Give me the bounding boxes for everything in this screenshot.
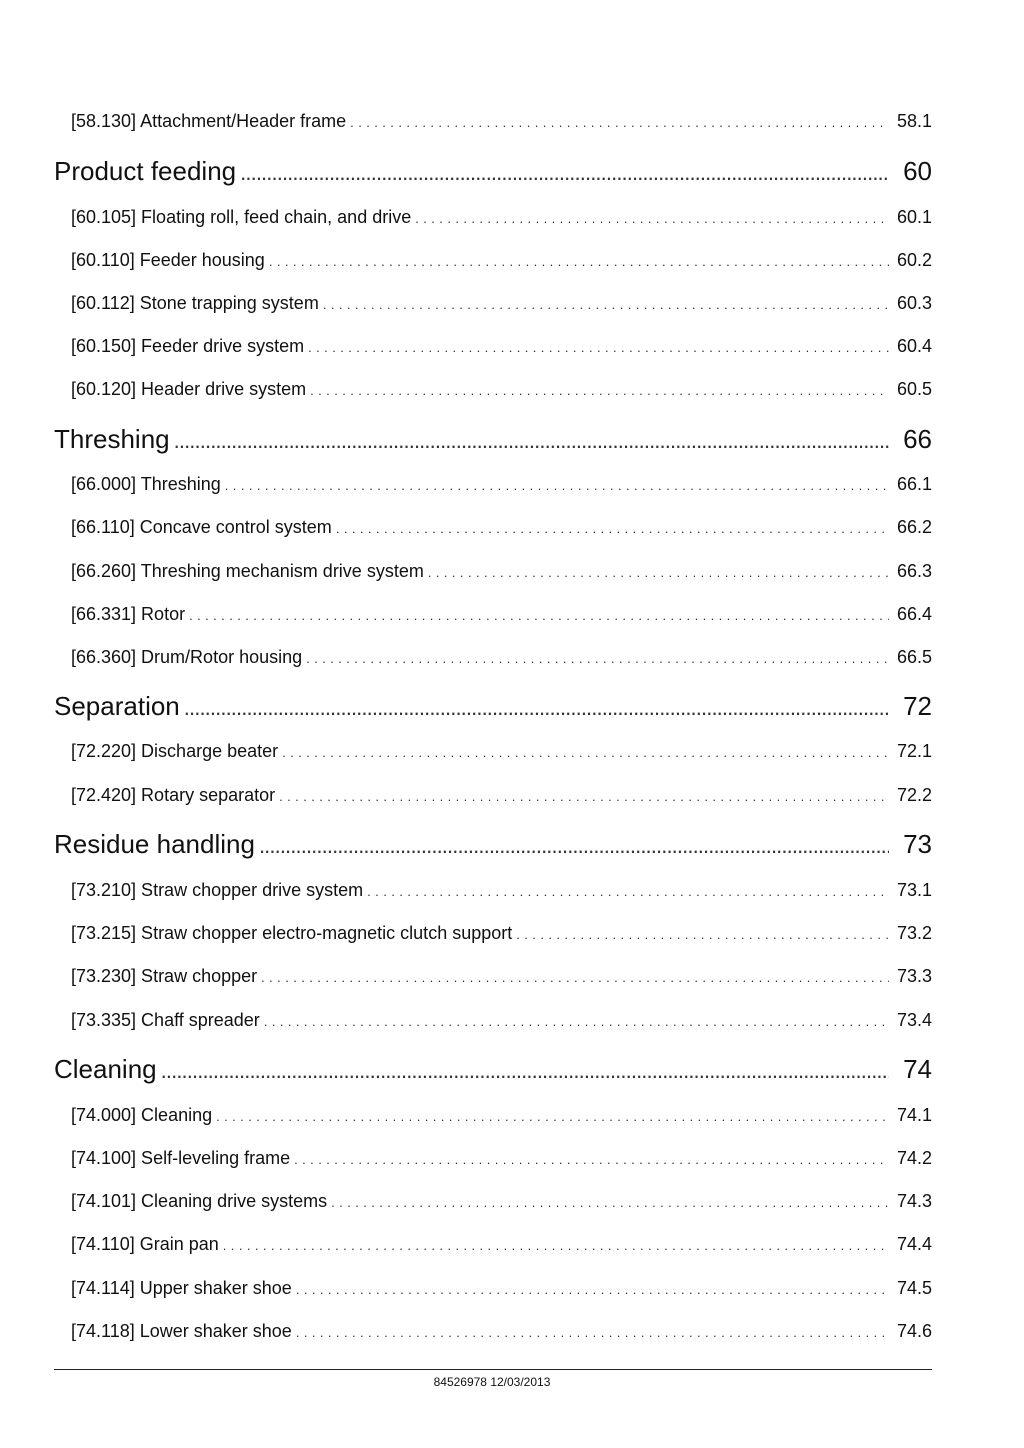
toc-entry-page: 74.3 (896, 1191, 932, 1211)
dot-leader (516, 927, 889, 942)
dot-leader (223, 1238, 889, 1253)
toc-entry[interactable] (54, 250, 932, 271)
dot-leader (367, 884, 889, 899)
toc-entry-label: [73.215] Straw chopper electro-magnetic clutch support (71, 923, 513, 943)
toc-entry[interactable] (54, 474, 932, 495)
toc-entry[interactable] (54, 111, 932, 132)
toc-entry-label: [73.230] Straw chopper (71, 966, 258, 986)
toc-entry-label: [74.114] Upper shaker shoe (71, 1278, 292, 1298)
toc-entry-label: [74.000] Cleaning (71, 1105, 213, 1125)
dot-leader (259, 833, 889, 859)
toc-entry-page: 73.1 (896, 880, 932, 900)
toc-entry[interactable] (54, 207, 932, 228)
dot-leader (174, 428, 889, 454)
dot-leader (184, 695, 889, 721)
toc-entry-page: 72.2 (896, 785, 932, 805)
toc-entry-page: 73.4 (896, 1010, 932, 1030)
dot-leader (296, 1282, 889, 1297)
toc-entry-label: [60.120] Header drive system (71, 379, 307, 399)
toc-entry-page: 60.2 (896, 250, 932, 270)
toc-entry-label: [74.110] Grain pan (71, 1234, 219, 1254)
dot-leader (269, 254, 889, 269)
toc-entry-page: 66.3 (896, 561, 932, 581)
toc-entry-page: 74.4 (896, 1234, 932, 1254)
toc-entry-label: [60.105] Floating roll, feed chain, and drive (71, 207, 412, 227)
toc-entry[interactable] (54, 604, 932, 625)
dot-leader (282, 745, 889, 760)
toc-entry-label: [73.210] Straw chopper drive system (71, 880, 364, 900)
toc-entry-page: 72.1 (896, 741, 932, 761)
toc-entry-page: 74.6 (896, 1321, 932, 1341)
toc-entry-label: [66.331] Rotor (71, 604, 186, 624)
toc-section-page: 72 (903, 691, 932, 721)
toc-entry-label: [72.220] Discharge beater (71, 741, 279, 761)
dot-leader (216, 1109, 889, 1124)
dot-leader (323, 297, 889, 312)
toc-entry-page: 60.1 (896, 207, 932, 227)
toc-entry-page: 60.4 (896, 336, 932, 356)
toc-entry-page: 74.5 (896, 1278, 932, 1298)
toc-entry-page: 66.4 (896, 604, 932, 624)
toc-entry-page: 66.5 (896, 647, 932, 667)
toc-entry-label: [60.112] Stone trapping system (71, 293, 319, 313)
toc-entry-page: 74.2 (896, 1148, 932, 1168)
toc-entry-page: 74.1 (896, 1105, 932, 1125)
toc-entry[interactable] (54, 379, 932, 400)
dot-leader (294, 1152, 889, 1167)
dot-leader (415, 211, 889, 226)
toc-entry[interactable] (54, 647, 932, 668)
toc-entry[interactable] (54, 966, 932, 987)
toc-entry[interactable] (54, 336, 932, 357)
toc-entry-label: [66.360] Drum/Rotor housing (71, 647, 303, 667)
toc-section-page: 60 (903, 156, 932, 186)
toc-section-page: 74 (903, 1054, 932, 1084)
toc-section-heading[interactable] (54, 829, 932, 860)
dot-leader (296, 1325, 889, 1340)
toc-entry-label: [73.335] Chaff spreader (71, 1010, 260, 1030)
dot-leader (161, 1058, 889, 1084)
toc-entry-page: 58.1 (896, 111, 932, 131)
dot-leader (308, 340, 889, 355)
toc-entry-label: [74.101] Cleaning drive systems (71, 1191, 328, 1211)
toc-entry-label: [66.000] Threshing (71, 474, 221, 494)
toc-section-heading[interactable] (54, 424, 932, 455)
toc-entry[interactable] (54, 1148, 932, 1169)
toc-section-heading[interactable] (54, 156, 932, 187)
dot-leader (350, 115, 889, 130)
toc-section-page: 66 (903, 424, 932, 454)
toc-entry-page: 60.3 (896, 293, 932, 313)
toc-entry[interactable] (54, 1321, 932, 1342)
toc-section-label: Product feeding (54, 156, 237, 186)
dot-leader (306, 651, 889, 666)
toc-entry[interactable] (54, 1278, 932, 1299)
toc-entry[interactable] (54, 1191, 932, 1212)
footer-divider (54, 1369, 932, 1370)
toc-entry[interactable] (54, 1010, 932, 1031)
toc-entry[interactable] (54, 1234, 932, 1255)
toc-entry[interactable] (54, 517, 932, 538)
dot-leader (240, 160, 889, 186)
toc-entry-label: [60.150] Feeder drive system (71, 336, 305, 356)
dot-leader (261, 970, 889, 985)
toc-section-heading[interactable] (54, 1054, 932, 1085)
footer-doc-id-date: 84526978 12/03/2013 (433, 1375, 551, 1389)
toc-entry-page: 73.3 (896, 966, 932, 986)
toc-entry-label: [60.110] Feeder housing (71, 250, 265, 270)
dot-leader (310, 383, 889, 398)
toc-entry[interactable] (54, 1105, 932, 1126)
toc-entry[interactable] (54, 880, 932, 901)
dot-leader (428, 565, 889, 580)
toc-entry-label: [74.100] Self-leveling frame (71, 1148, 291, 1168)
toc-entry-label: [58.130] Attachment/Header frame (71, 111, 347, 131)
toc-section-label: Residue handling (54, 829, 255, 859)
toc-entry[interactable] (54, 741, 932, 762)
toc-section-label: Threshing (54, 424, 170, 454)
toc-entry[interactable] (54, 293, 932, 314)
toc-section-label: Cleaning (54, 1054, 157, 1084)
toc-entry-label: [72.420] Rotary separator (71, 785, 276, 805)
dot-leader (279, 789, 889, 804)
toc-entry-page: 60.5 (896, 379, 932, 399)
dot-leader (189, 608, 889, 623)
toc-entry-page: 66.1 (896, 474, 932, 494)
toc-entry-label: [74.118] Lower shaker shoe (71, 1321, 292, 1341)
toc-entry-label: [66.260] Threshing mechanism drive system (71, 561, 424, 581)
dot-leader (336, 521, 889, 536)
toc-entry-page: 66.2 (896, 517, 932, 537)
dot-leader (331, 1195, 889, 1210)
toc-entry[interactable] (54, 923, 932, 944)
toc-entry[interactable] (54, 785, 932, 806)
toc-entry-page: 73.2 (896, 923, 932, 943)
toc-entry[interactable] (54, 561, 932, 582)
dot-leader (225, 478, 889, 493)
dot-leader (264, 1014, 889, 1029)
toc-entry-label: [66.110] Concave control system (71, 517, 332, 537)
toc-section-heading[interactable] (54, 691, 932, 722)
toc-section-page: 73 (903, 829, 932, 859)
toc-section-label: Separation (54, 691, 180, 721)
